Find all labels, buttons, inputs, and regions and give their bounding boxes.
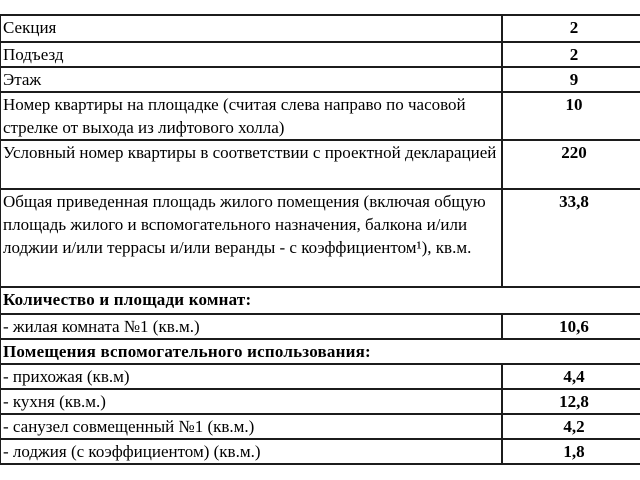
table-row-living-room-1 xyxy=(0,314,640,339)
table-row-loggia xyxy=(0,439,640,464)
row-value: 10 xyxy=(502,92,640,140)
table-row-total-reduced-area xyxy=(0,189,640,287)
row-label: Номер квартиры на площадке (считая слева направо по часовой стрелке от выхода из лифтового холла) xyxy=(0,92,502,140)
row-label: - прихожая (кв.м) xyxy=(0,364,502,389)
table-row-hallway xyxy=(0,364,640,389)
row-label: Подъезд xyxy=(0,42,502,67)
row-value: 33,8 xyxy=(502,189,640,287)
row-value: 9 xyxy=(502,67,640,92)
row-label: - кухня (кв.м.) xyxy=(0,389,502,414)
row-value: 10,6 xyxy=(502,314,640,339)
table-row-bathroom xyxy=(0,414,640,439)
table-row-rooms-header xyxy=(0,287,640,314)
section-header: Помещения вспомогательного использования: xyxy=(0,339,640,364)
row-label: Условный номер квартиры в соответствии с проектной декларацией xyxy=(0,140,502,189)
row-value: 220 xyxy=(502,140,640,189)
row-value: 2 xyxy=(502,42,640,67)
section-header: Количество и площади комнат: xyxy=(0,287,640,314)
apartment-info-table xyxy=(0,14,640,465)
table-row-auxiliary-header xyxy=(0,339,640,364)
row-value: 12,8 xyxy=(502,389,640,414)
row-label: Общая приведенная площадь жилого помещения (включая общую площадь жилого и вспомогательного назначения, балкона и/или лоджии и/или террасы и/или веранды - с коэффициентом¹), кв.м. xyxy=(0,189,502,287)
table-row-entrance xyxy=(0,42,640,67)
row-value: 1,8 xyxy=(502,439,640,464)
row-value: 4,2 xyxy=(502,414,640,439)
row-label: Этаж xyxy=(0,67,502,92)
table-row-conditional-apartment-number xyxy=(0,140,640,189)
row-label: Секция xyxy=(0,15,502,42)
table-row-kitchen xyxy=(0,389,640,414)
row-label: - санузел совмещенный №1 (кв.м.) xyxy=(0,414,502,439)
row-label: - лоджия (с коэффициентом) (кв.м.) xyxy=(0,439,502,464)
table-row-floor xyxy=(0,67,640,92)
row-value: 4,4 xyxy=(502,364,640,389)
table-row-apartment-number-on-landing xyxy=(0,92,640,140)
table-row-section xyxy=(0,15,640,42)
row-value: 2 xyxy=(502,15,640,42)
row-label: - жилая комната №1 (кв.м.) xyxy=(0,314,502,339)
